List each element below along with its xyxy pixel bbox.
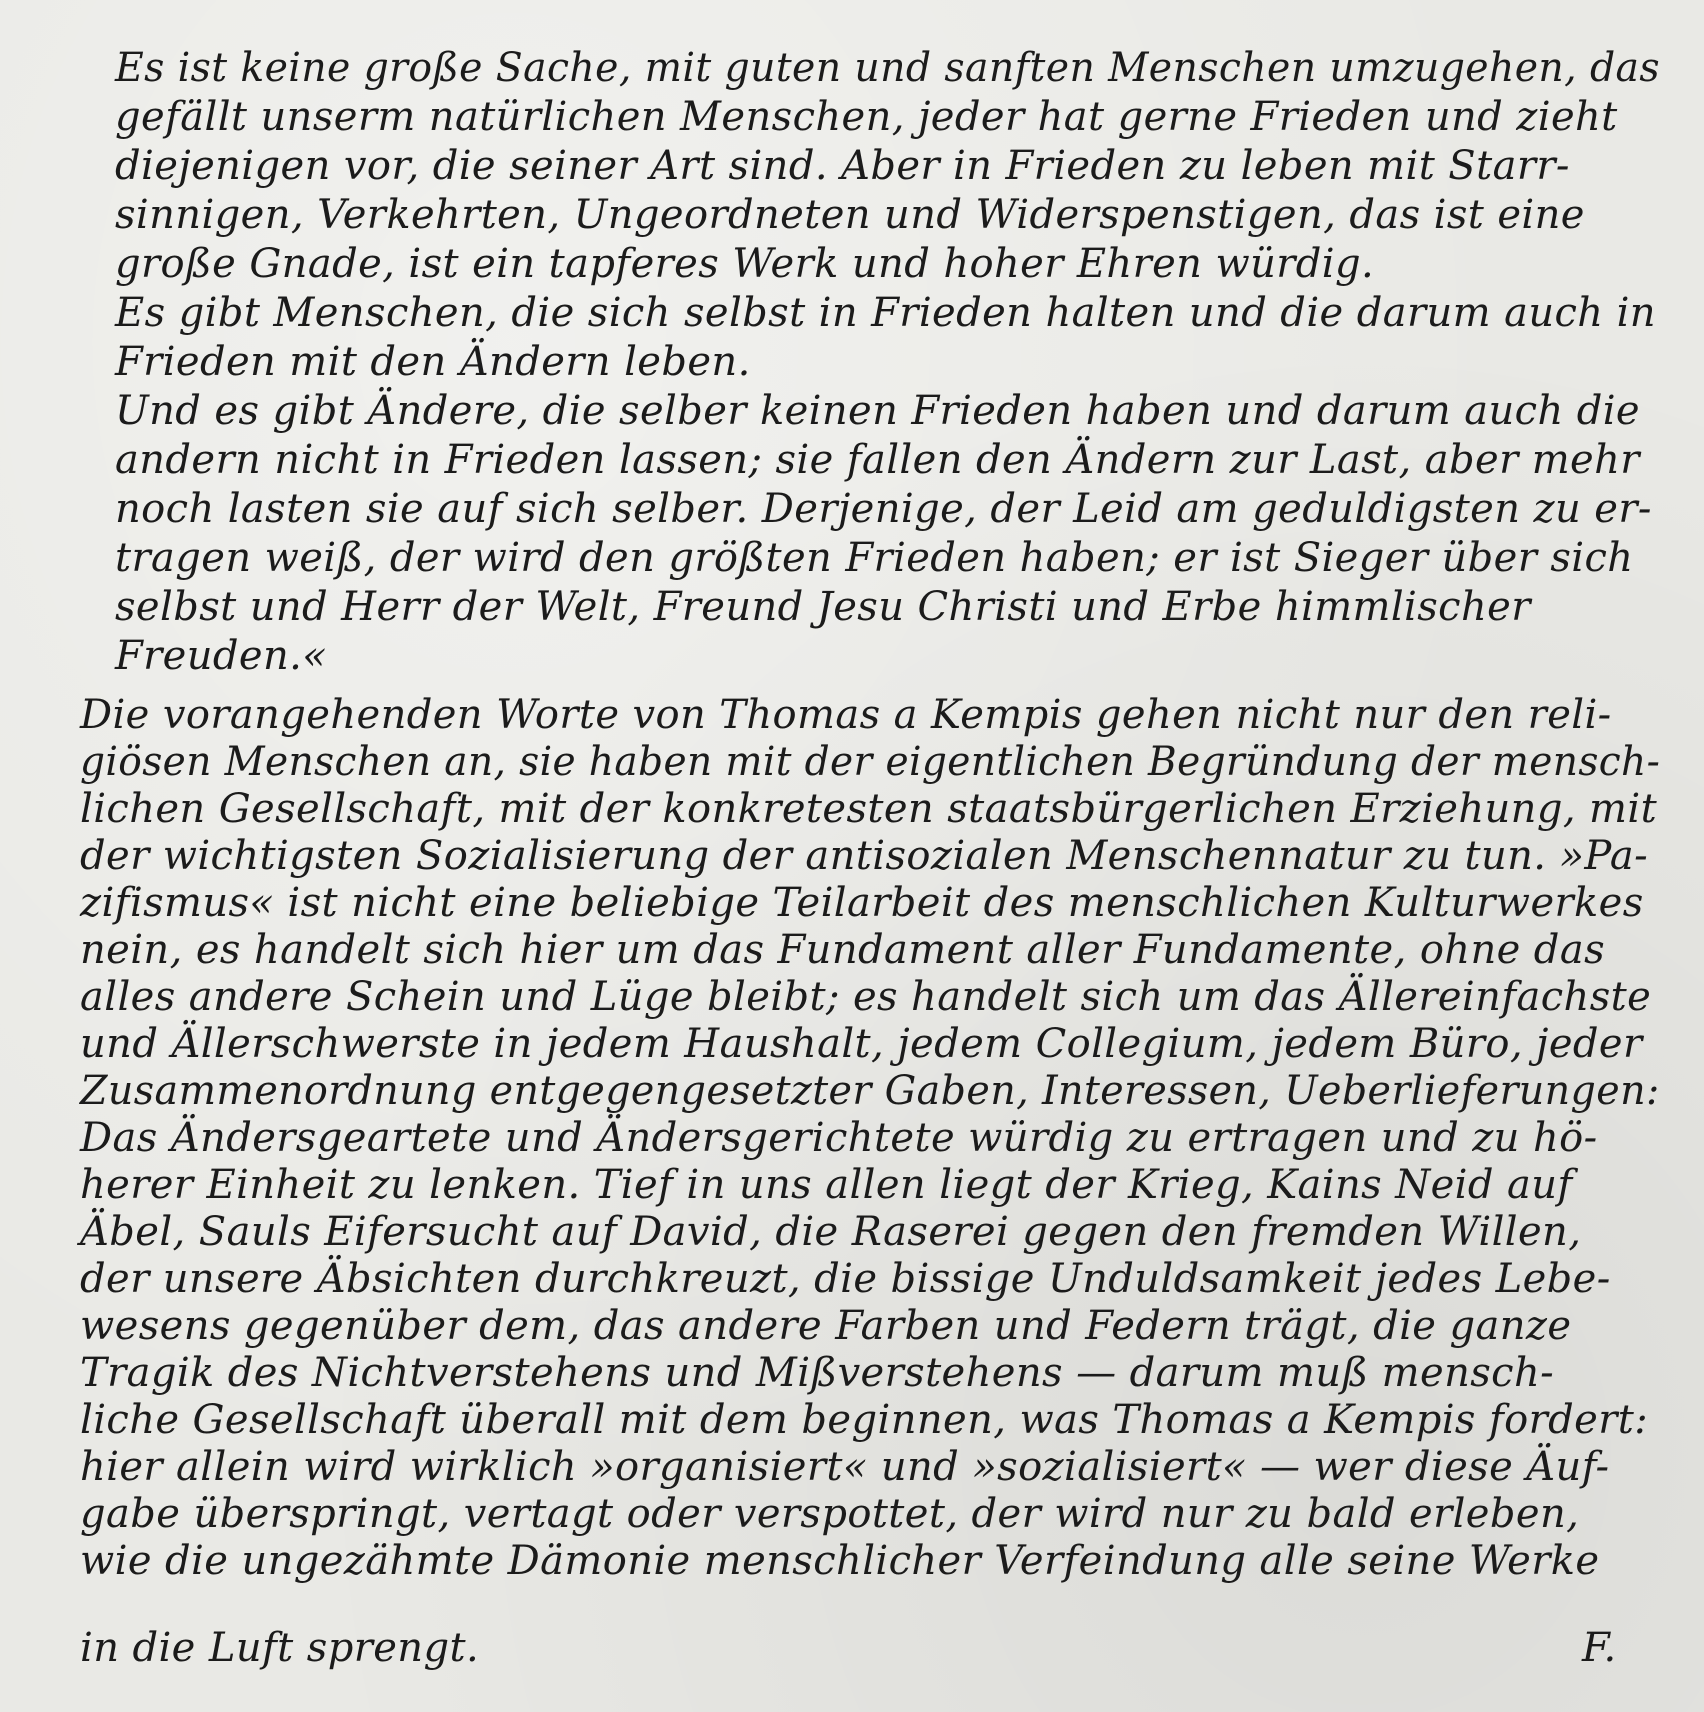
body-line: in die Luft sprengt.	[80, 1625, 480, 1671]
body-line: Das Ändersgeartete und Ändersgerichtete würdig zu ertragen und zu hö-	[80, 1115, 1598, 1161]
quote-line: Es ist keine große Sache, mit guten und sanften Menschen umzugehen, das	[115, 45, 1661, 91]
body-line: zifismus« ist nicht eine beliebige Teilarbeit des menschlichen Kulturwerkes	[80, 880, 1644, 926]
body-line: nein, es handelt sich hier um das Fundament aller Fundamente, ohne das	[80, 927, 1605, 973]
quote-line: große Gnade, ist ein tapferes Werk und hoher Ehren würdig.	[115, 241, 1375, 287]
author-initial: F.	[1582, 1625, 1617, 1671]
body-line: hier allein wird wirklich »organisiert« und »sozialisiert« — wer diese Äuf-	[80, 1444, 1610, 1490]
quote-line: Freuden.«	[115, 633, 328, 679]
body-line: Die vorangehenden Worte von Thomas a Kempis gehen nicht nur den reli-	[80, 692, 1612, 738]
body-line: der unsere Äbsichten durchkreuzt, die bissige Unduldsamkeit jedes Lebe-	[80, 1256, 1611, 1302]
body-line: herer Einheit zu lenken. Tief in uns allen liegt der Krieg, Kains Neid auf	[80, 1162, 1573, 1208]
body-line: alles andere Schein und Lüge bleibt; es handelt sich um das Ällereinfachste	[80, 974, 1652, 1020]
body-line: giösen Menschen an, sie haben mit der eigentlichen Begründung der mensch-	[80, 739, 1661, 785]
quote-line: Es gibt Menschen, die sich selbst in Frieden halten und die darum auch in	[115, 290, 1656, 336]
body-line: Tragik des Nichtverstehens und Mißverstehens — darum muß mensch-	[80, 1350, 1555, 1396]
quote-line: gefällt unserm natürlichen Menschen, jeder hat gerne Frieden und zieht	[115, 94, 1618, 140]
quote-line: noch lasten sie auf sich selber. Derjenige, der Leid am geduldigsten zu er-	[115, 486, 1652, 532]
quote-line: andern nicht in Frieden lassen; sie fallen den Ändern zur Last, aber mehr	[115, 437, 1640, 483]
body-line: liche Gesellschaft überall mit dem beginnen, was Thomas a Kempis fordert:	[80, 1397, 1649, 1443]
body-line: der wichtigsten Sozialisierung der antisozialen Menschennatur zu tun. »Pa-	[80, 833, 1649, 879]
body-line: lichen Gesellschaft, mit der konkretesten staatsbürgerlichen Erziehung, mit	[80, 786, 1658, 832]
quote-line: sinnigen, Verkehrten, Ungeordneten und Widerspenstigen, das ist eine	[115, 192, 1585, 238]
quote-line: Und es gibt Ändere, die selber keinen Frieden haben und darum auch die	[115, 388, 1640, 434]
body-line: Äbel, Sauls Eifersucht auf David, die Raserei gegen den fremden Willen,	[80, 1209, 1582, 1255]
quote-line: tragen weiß, der wird den größten Frieden haben; er ist Sieger über sich	[115, 535, 1634, 581]
body-line: gabe überspringt, vertagt oder verspottet, der wird nur zu bald erleben,	[80, 1491, 1580, 1537]
body-line: Zusammenordnung entgegengesetzter Gaben, Interessen, Ueberlieferungen:	[80, 1068, 1660, 1114]
quote-line: Frieden mit den Ändern leben.	[115, 339, 751, 385]
body-line: und Ällerschwerste in jedem Haushalt, jedem Collegium, jedem Büro, jeder	[80, 1021, 1643, 1067]
body-line: wie die ungezähmte Dämonie menschlicher Verfeindung alle seine Werke	[80, 1538, 1600, 1584]
quote-line: selbst und Herr der Welt, Freund Jesu Christi und Erbe himmlischer	[115, 584, 1531, 630]
body-line: wesens gegenüber dem, das andere Farben und Federn trägt, die ganze	[80, 1303, 1572, 1349]
quote-line: diejenigen vor, die seiner Art sind. Aber in Frieden zu leben mit Starr-	[115, 143, 1570, 189]
